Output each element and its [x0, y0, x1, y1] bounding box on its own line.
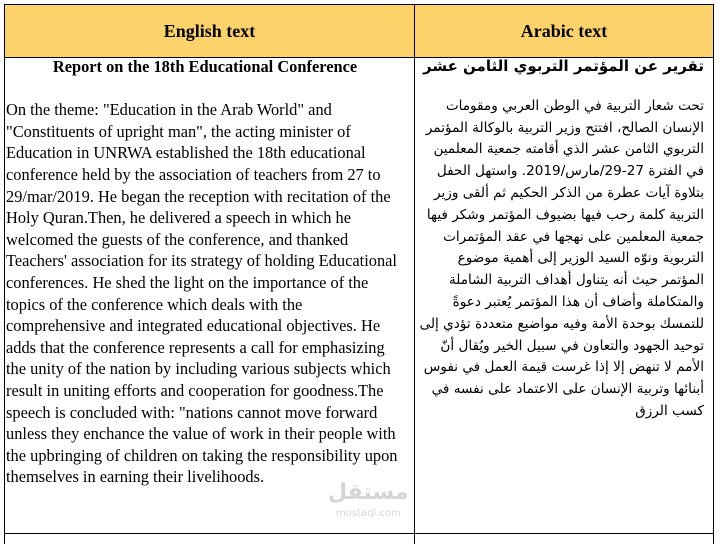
watermark-logo	[314, 480, 410, 524]
table-header-row	[5, 5, 713, 58]
watermark-sub: mostaql.com	[336, 508, 401, 519]
header-arabic: Arabic text	[520, 21, 608, 41]
english-cell	[6, 56, 404, 488]
watermark-main: مستقل	[328, 480, 409, 505]
row-divider	[5, 533, 713, 534]
arabic-body: تحت شعار التربية في الوطن العربي ومقومات الإنسان الصالح، افتتح وزير التربية بالوكالة المؤتمر التربوي الثامن عشر الذي أقامته جمعية المعلمين في الفترة 27-29/مارس/2019. واستهل الحفل بتلاوة آيات عطرة من الذكر الحكيم ثم ألقى وزير التربية كلمة رحب فيها بضيوف المؤتمر وشكر فيها جمعية المعلمين على نهجها في عقد المؤتمرات التربوية ونوّه السيد الوزير إلى أهمية موضوع المؤتمر حيث أنه يتناول أهداف التربية الشاملة والمتكاملة وأضاف أن هذا المؤتمر يُعتبر دعوةً للتمسك بوحدة الأمة وفيه مواضيع متعددة تؤدي إلى توحيد الجهود والتعاون في سبيل الخير ويُقال أنّ الأمم لا تنهض إلا إذا غرست قيمة العمل في نفوس أبنائها وتربية الإنسان على الاعتماد على نفسه في كسب الرزق	[419, 97, 704, 419]
english-body: On the theme: "Education in the Arab World" and "Constituents of upright man", the acting minister of Education in UNRWA established the 18th educational conference held by the association of teachers from 27 to 29/mar/2019. He began the reception with recitation of the Holy Quran.Then, he delivered a speech in which he welcomed the guests of the conference, and thanked Teachers' association for its strategy of holding Educational conferences. He shed the light on the importance of the topics of the conference which deals with the comprehensive and integrated educational objectives. He adds that the conference represents a call for emphasizing the unity of the nation by including various subjects which result in uniting efforts and cooperation for goodness.The speech is concluded with: "nations cannot move forward unless they enchance the value of work in their people with the upbringing of children on taking the responsibility upon themselves in earning their livelihoods.	[6, 100, 398, 487]
header-english: English text	[163, 21, 256, 41]
arabic-cell	[416, 56, 704, 423]
arabic-title: تقرير عن المؤتمر التربوي الثامن عشر	[422, 57, 704, 75]
column-divider	[414, 5, 415, 544]
english-title: Report on the 18th Educational Conference	[52, 57, 358, 76]
